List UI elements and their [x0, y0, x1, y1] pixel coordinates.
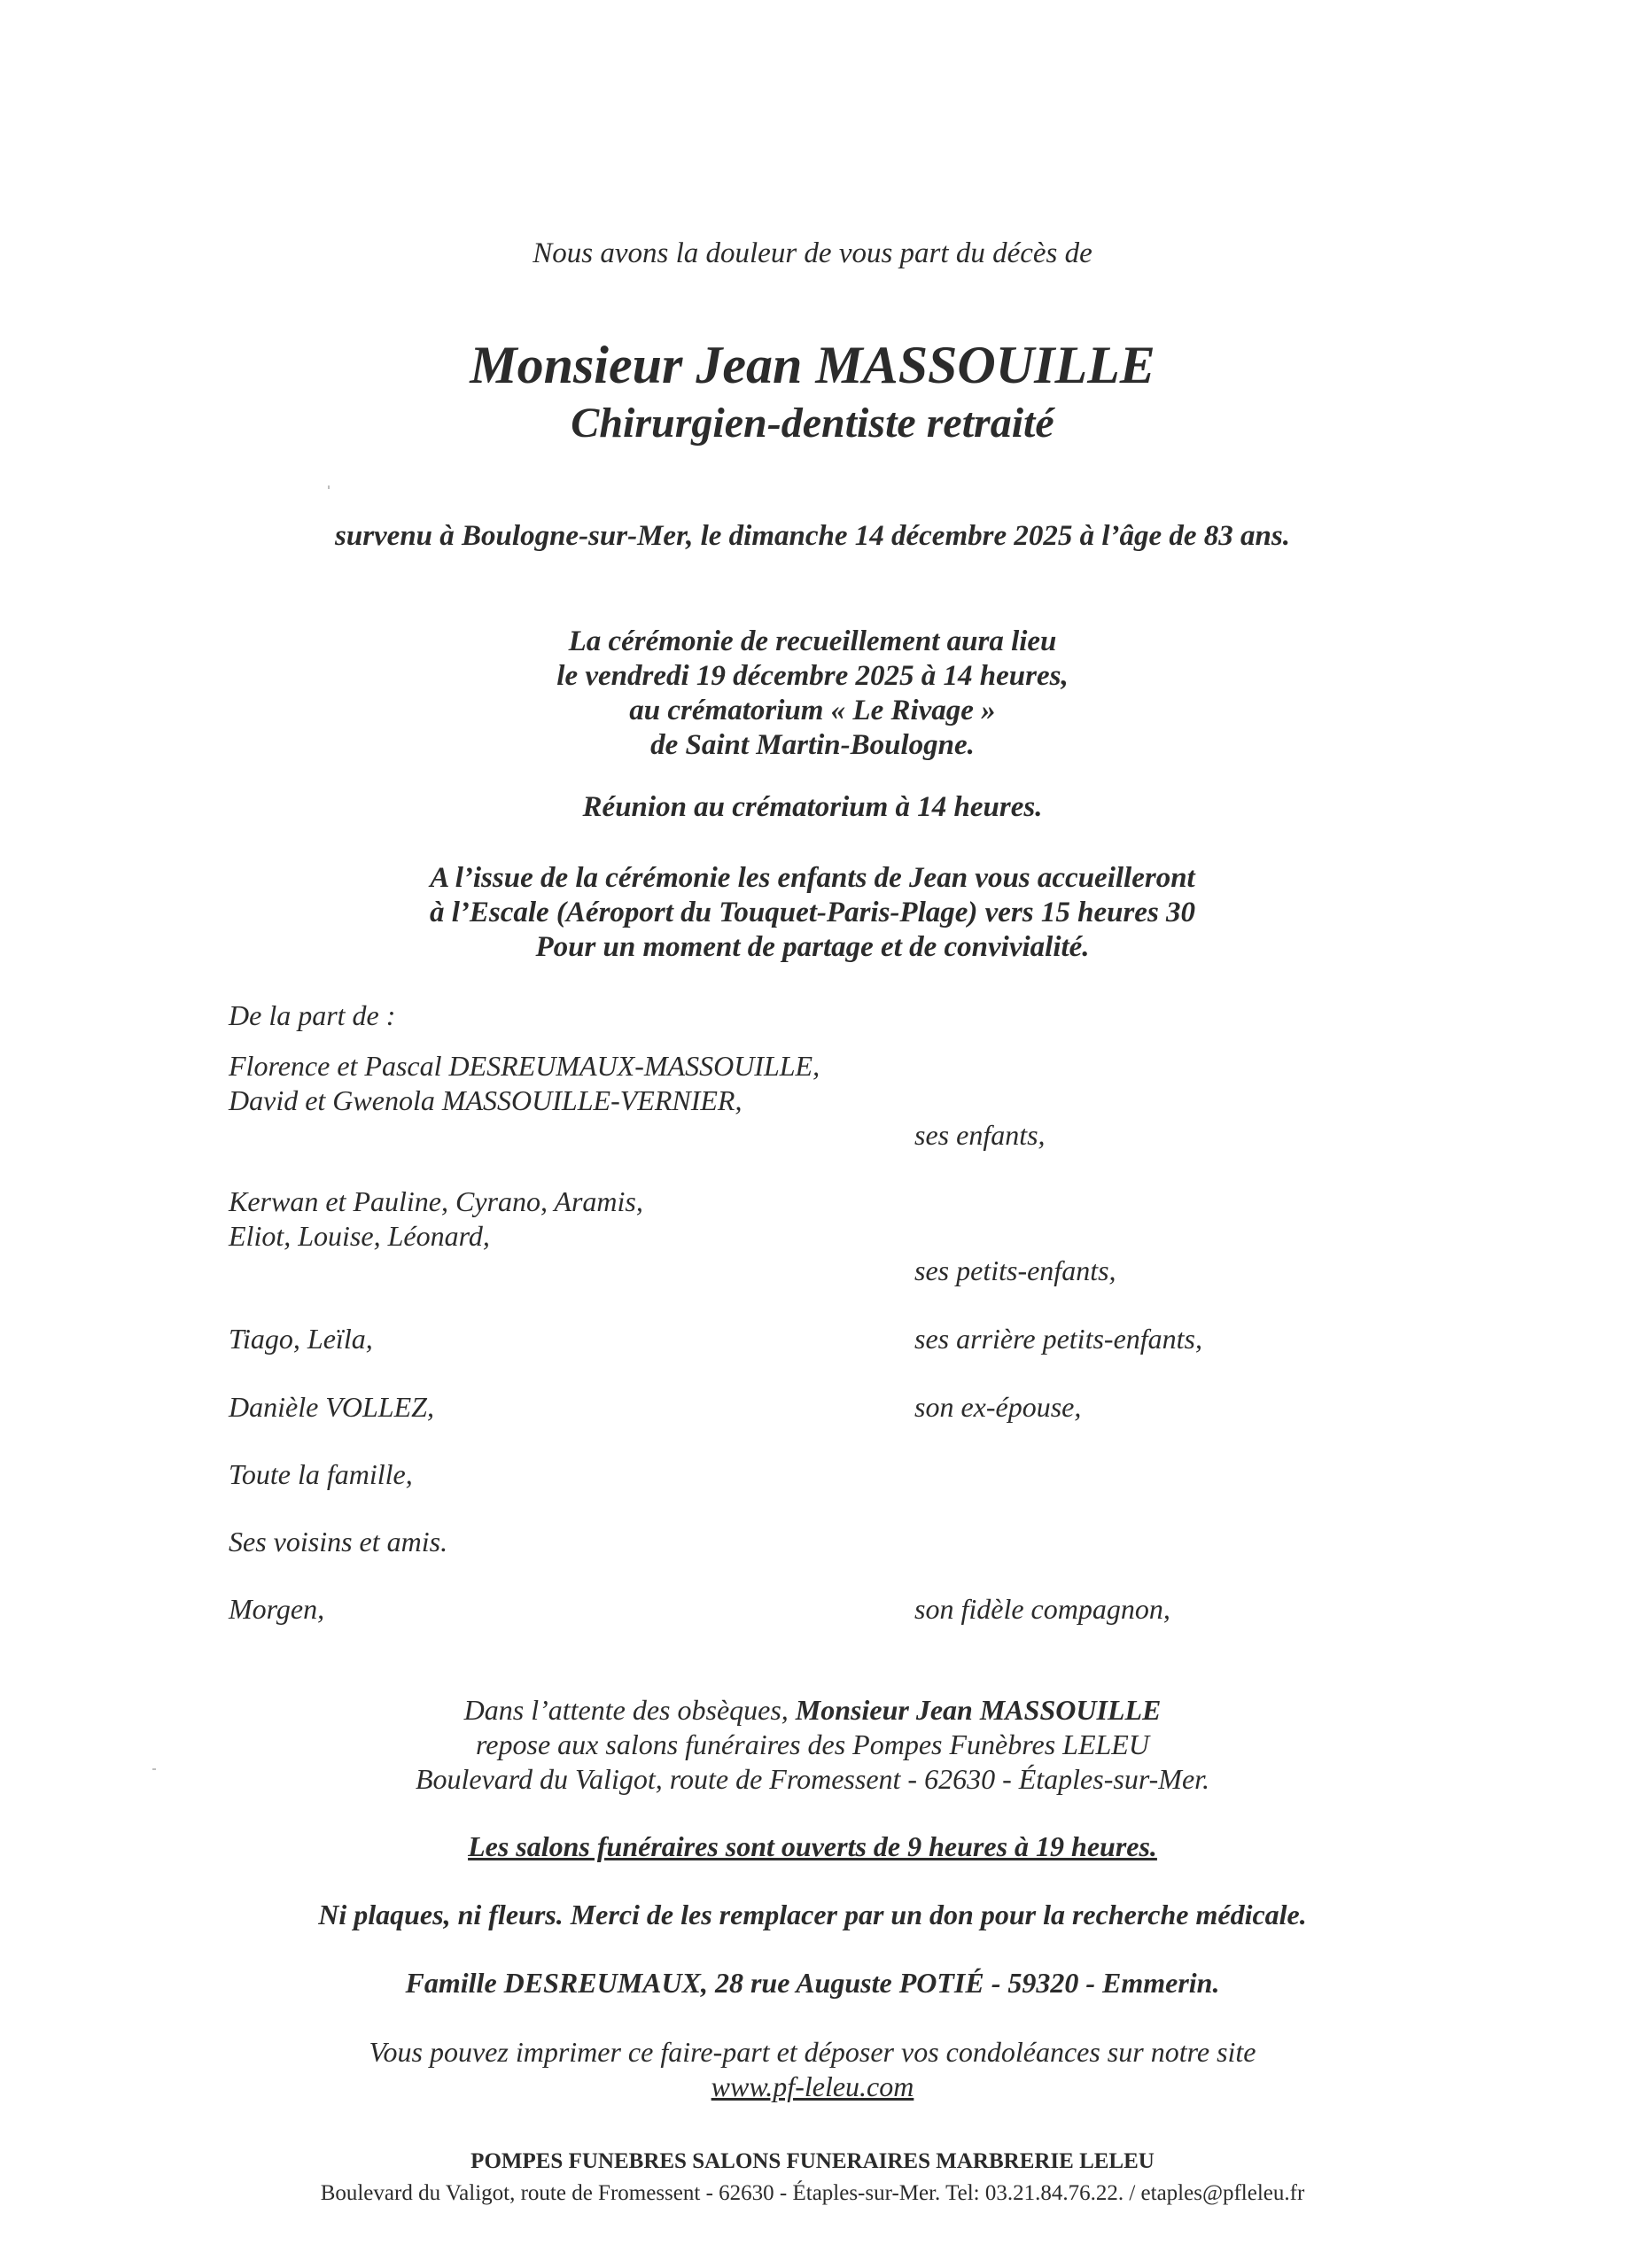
death-info: survenu à Boulogne-sur-Mer, le dimanche 14 décembre 2025 à l’âge de 83 ans. — [335, 520, 1290, 552]
scan-speck — [152, 1768, 156, 1770]
ceremony-line: au crématorium « Le Rivage » — [629, 695, 996, 726]
repose-prefix: Dans l’attente des obsèques, — [463, 1694, 796, 1726]
family-heading: De la part de : — [229, 999, 396, 1031]
website-notice: Vous pouvez imprimer ce faire-part et déposer vos condoléances sur notre site — [369, 2036, 1256, 2068]
opening-hours: Les salons funéraires sont ouverts de 9 heures à 19 heures. — [468, 1830, 1157, 1862]
deceased-name: Monsieur Jean MASSOUILLE — [470, 336, 1155, 394]
intro-text: Nous avons la douleur de vous part du décès de — [533, 237, 1092, 269]
repose-deceased-name: Monsieur Jean MASSOUILLE — [795, 1694, 1162, 1726]
repose-line: repose aux salons funéraires des Pompes Funèbres LELEU — [476, 1728, 1149, 1760]
meeting-info: Réunion au crématorium à 14 heures. — [582, 791, 1043, 823]
family-name: Ses voisins et amis. — [229, 1526, 448, 1557]
reception-line: à l’Escale (Aéroport du Touquet-Paris-Plage) vers 15 heures 30 — [429, 897, 1196, 928]
family-name: Danièle VOLLEZ, — [229, 1391, 434, 1423]
ceremony-line: La cérémonie de recueillement aura lieu — [568, 625, 1057, 657]
family-address: Famille DESREUMAUX, 28 rue Auguste POTIÉ - 59320 - Emmerin. — [405, 1967, 1220, 1999]
ceremony-line: de Saint Martin-Boulogne. — [650, 729, 975, 761]
family-relation: ses enfants, — [914, 1119, 1046, 1151]
family-relation: son fidèle compagnon, — [914, 1593, 1170, 1625]
footer-company: POMPES FUNEBRES SALONS FUNERAIRES MARBRERIE LELEU — [470, 2149, 1155, 2173]
repose-address: Boulevard du Valigot, route de Fromessent - 62630 - Étaples-sur-Mer. — [415, 1763, 1210, 1795]
repose-line — [0, 1694, 1625, 1727]
family-relation: son ex-épouse, — [914, 1391, 1082, 1423]
family-name: Tiago, Leïla, — [229, 1323, 373, 1355]
scan-speck — [328, 485, 330, 489]
family-name: Morgen, — [229, 1593, 325, 1625]
no-flowers-notice: Ni plaques, ni fleurs. Merci de les remplacer par un don pour la recherche médicale. — [318, 1899, 1307, 1930]
family-name: Kerwan et Pauline, Cyrano, Aramis, — [229, 1185, 643, 1217]
ceremony-line: le vendredi 19 décembre 2025 à 14 heures, — [556, 660, 1069, 692]
family-relation: ses petits-enfants, — [914, 1254, 1116, 1286]
reception-line: Pour un moment de partage et de convivialité. — [535, 931, 1090, 963]
family-name: Toute la famille, — [229, 1458, 413, 1490]
family-relation: ses arrière petits-enfants, — [914, 1323, 1202, 1355]
reception-line: A l’issue de la cérémonie les enfants de Jean vous accueilleront — [430, 862, 1195, 894]
deceased-title: Chirurgien-dentiste retraité — [571, 400, 1054, 447]
website-link[interactable]: www.pf-leleu.com — [711, 2070, 914, 2102]
family-name: David et Gwenola MASSOUILLE-VERNIER, — [229, 1084, 743, 1116]
website-link-row — [0, 2070, 1625, 2103]
family-name: Florence et Pascal DESREUMAUX-MASSOUILLE, — [229, 1050, 820, 1082]
footer-address: Boulevard du Valigot, route de Fromessent - 62630 - Étaples-sur-Mer. Tel: 03.21.84.76.22. / etaples@pfleleu.fr — [320, 2181, 1305, 2205]
family-name: Eliot, Louise, Léonard, — [229, 1220, 490, 1252]
